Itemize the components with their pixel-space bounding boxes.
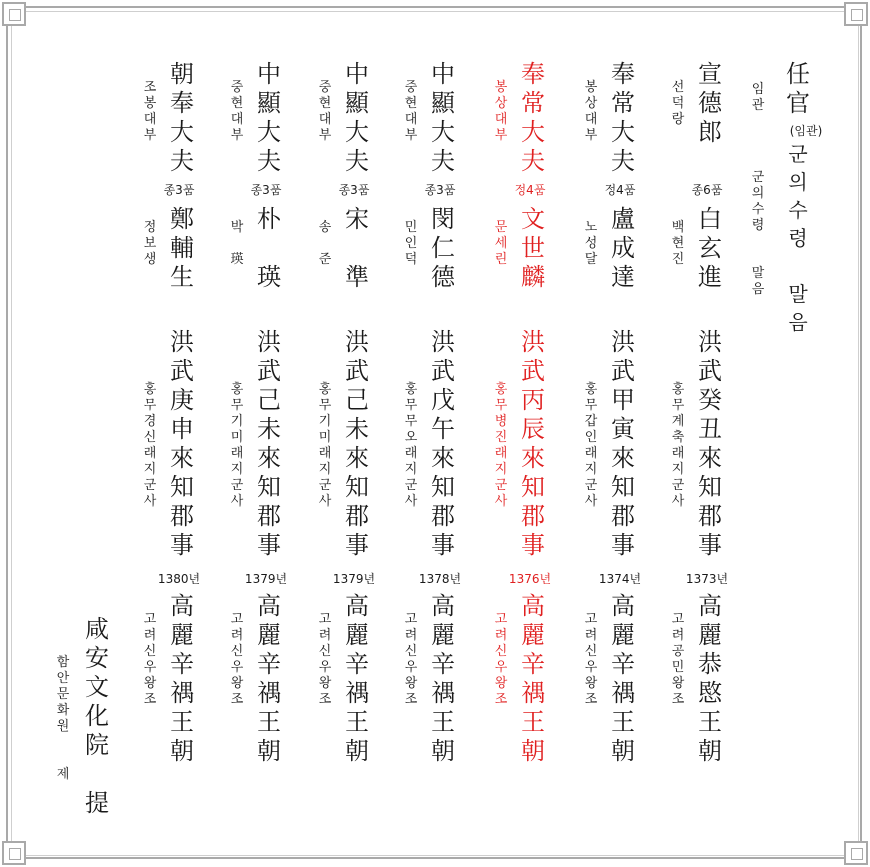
- grade-label: 종6품: [691, 183, 723, 197]
- name-hanja: 鄭 輔 生: [170, 205, 194, 291]
- rank-hanja: 奉 常 大 夫: [521, 60, 545, 175]
- dynasty-hanja: 高 麗 辛 禑 王 朝: [257, 592, 281, 765]
- dynasty-hangul: 고 려 신 우 왕 조: [143, 612, 157, 707]
- appointment-hanja: 洪 武 己 未 來 知 郡 事: [345, 328, 369, 559]
- rank-hangul: 봉 상 대 부: [494, 80, 508, 143]
- grade-label: 종3품: [163, 183, 195, 197]
- year-label: 1376년: [508, 572, 552, 586]
- rank-hanja: 中 顯 大 夫: [257, 60, 281, 175]
- rank-hanja: 中 顯 大 夫: [431, 60, 455, 175]
- corner-ornament: [844, 2, 868, 26]
- dynasty-hangul: 고 려 신 우 왕 조: [494, 612, 508, 707]
- corner-ornament: [844, 841, 868, 865]
- name-hanja: 文 世 麟: [521, 205, 545, 291]
- appointment-hanja: 洪 武 庚 申 來 知 郡 事: [170, 328, 194, 559]
- name-hangul: 송 준: [318, 220, 332, 267]
- rank-hangul: 중 현 대 부: [318, 80, 332, 143]
- rank-hanja: 宣 德 郎: [698, 60, 722, 146]
- corner-ornament: [2, 2, 26, 26]
- dynasty-hanja: 高 麗 辛 禑 王 朝: [170, 592, 194, 765]
- appointment-hanja: 洪 武 丙 辰 來 知 郡 事: [521, 328, 545, 559]
- dynasty-hangul: 고 려 신 우 왕 조: [230, 612, 244, 707]
- name-hangul: 노 성 달: [584, 220, 598, 267]
- name-hanja: 盧 成 達: [611, 205, 635, 291]
- dynasty-hanja: 高 麗 恭 愍 王 朝: [698, 592, 722, 765]
- presenter-hanja: 咸 安 文 化 院 提: [85, 615, 109, 817]
- year-label: 1380년: [157, 572, 201, 586]
- grade-label: 정4품: [514, 183, 546, 197]
- name-hangul: 민 인 덕: [404, 220, 418, 267]
- name-hanja: 朴 瑛: [257, 205, 281, 291]
- name-hangul: 문 세 린: [494, 220, 508, 267]
- rank-hanja: 中 顯 大 夫: [345, 60, 369, 175]
- rank-hangul: 조 봉 대 부: [143, 80, 157, 143]
- dynasty-hangul: 고 려 신 우 왕 조: [318, 612, 332, 707]
- dynasty-hanja: 高 麗 辛 禑 王 朝: [611, 592, 635, 765]
- name-hanja: 白 玄 進: [698, 205, 722, 291]
- dynasty-hanja: 高 麗 辛 禑 王 朝: [345, 592, 369, 765]
- corner-ornament: [2, 841, 26, 865]
- year-label: 1374년: [598, 572, 642, 586]
- title-reading: 임 관: [751, 82, 765, 113]
- appointment-hanja: 洪 武 戊 午 來 知 郡 事: [431, 328, 455, 559]
- appointment-hanja: 洪 武 甲 寅 來 知 郡 事: [611, 328, 635, 559]
- appointment-hanja: 洪 武 己 未 來 知 郡 事: [257, 328, 281, 559]
- rank-hanja: 朝 奉 大 夫: [170, 60, 194, 175]
- appointment-hanja: 洪 武 癸 丑 來 知 郡 事: [698, 328, 722, 559]
- appointment-hangul: 홍 무 병 진 래 지 군 사: [494, 382, 508, 509]
- grade-label: 종3품: [250, 183, 282, 197]
- rank-hangul: 봉 상 대 부: [584, 80, 598, 143]
- grade-label: 종3품: [338, 183, 370, 197]
- year-label: 1379년: [244, 572, 288, 586]
- dynasty-hanja: 高 麗 辛 禑 王 朝: [521, 592, 545, 765]
- year-label: 1379년: [332, 572, 376, 586]
- appointment-hangul: 홍 무 기 미 래 지 군 사: [318, 382, 332, 509]
- appointment-hangul: 홍 무 계 축 래 지 군 사: [671, 382, 685, 509]
- dynasty-hanja: 高 麗 辛 禑 王 朝: [431, 592, 455, 765]
- title-hanja: 任 官: [786, 60, 810, 117]
- name-hanja: 宋 準: [345, 205, 369, 291]
- presenter-hangul: 함 안 문 화 원 제: [56, 655, 70, 782]
- appointment-hangul: 홍 무 기 미 래 지 군 사: [230, 382, 244, 509]
- name-hanja: 閔 仁 德: [431, 205, 455, 291]
- grade-label: 종3품: [424, 183, 456, 197]
- name-hangul: 백 현 진: [671, 220, 685, 267]
- title-hanja-gloss: (임관): [789, 124, 823, 138]
- rank-hanja: 奉 常 大 夫: [611, 60, 635, 175]
- name-hangul: 정 보 생: [143, 220, 157, 267]
- grade-label: 정4품: [604, 183, 636, 197]
- title-main: 군 의 수 령 말 음: [788, 142, 808, 334]
- year-label: 1378년: [418, 572, 462, 586]
- name-hangul: 박 瑛: [230, 220, 244, 267]
- rank-hangul: 중 현 대 부: [230, 80, 244, 143]
- appointment-hangul: 홍 무 무 오 래 지 군 사: [404, 382, 418, 509]
- rank-hangul: 선 덕 랑: [671, 80, 685, 127]
- appointment-hangul: 홍 무 갑 인 래 지 군 사: [584, 382, 598, 509]
- rank-hangul: 중 현 대 부: [404, 80, 418, 143]
- title-sub: 군 의 수 령 말 음: [751, 170, 765, 297]
- dynasty-hangul: 고 려 공 민 왕 조: [671, 612, 685, 707]
- dynasty-hangul: 고 려 신 우 왕 조: [404, 612, 418, 707]
- dynasty-hangul: 고 려 신 우 왕 조: [584, 612, 598, 707]
- year-label: 1373년: [685, 572, 729, 586]
- appointment-hangul: 홍 무 경 신 래 지 군 사: [143, 382, 157, 509]
